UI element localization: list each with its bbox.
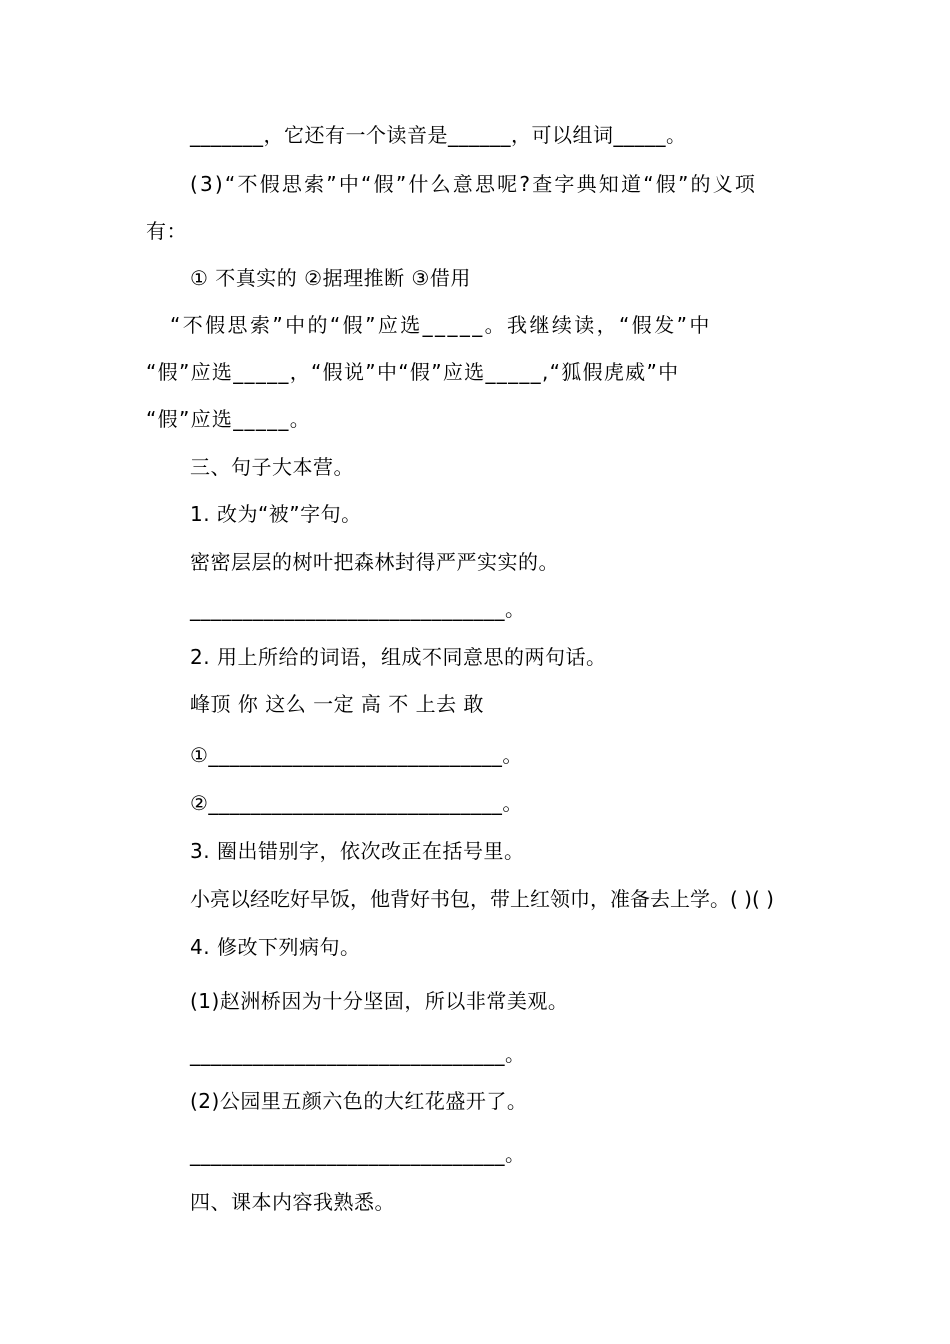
task-4-item-1: (1)赵洲桥因为十分坚固，所以非常美观。: [190, 989, 569, 1013]
task-4-title: 4. 修改下列病句。: [190, 935, 361, 959]
text-line-question-3: (3)“不假思索”中“假”什么意思呢?查字典知道“假”的义项: [190, 172, 758, 196]
task-2-answer-line-1: ①____________________________。: [190, 743, 523, 767]
task-1-sentence: 密密层层的树叶把森林封得严严实实的。: [190, 550, 559, 574]
text-line-choose-2: “假”应选_____，“假说”中“假”应选_____,“狐假虎威”中: [146, 360, 680, 384]
text-line-choose-1: “不假思索”中的“假”应选_____。我继续读，“假发”中: [170, 313, 712, 337]
text-line-pronunciation-blank: _______，它还有一个读音是______，可以组词_____。: [190, 123, 687, 147]
task-1-answer-line: ______________________________。: [190, 597, 526, 621]
text-line-choose-3: “假”应选_____。: [146, 407, 312, 431]
task-3-title: 3. 圈出错别字，依次改正在括号里。: [190, 839, 525, 863]
task-2-title: 2. 用上所给的词语，组成不同意思的两句话。: [190, 645, 607, 669]
task-4-answer-line-2: ______________________________。: [190, 1142, 526, 1166]
task-4-item-2: (2)公园里五颜六色的大红花盛开了。: [190, 1089, 528, 1113]
text-line-question-3-cont: 有：: [146, 219, 187, 243]
section-heading-sentences: 三、句子大本营。: [190, 455, 354, 479]
task-1-title: 1. 改为“被”字句。: [190, 502, 362, 526]
section-heading-textbook: 四、课本内容我熟悉。: [190, 1190, 395, 1214]
task-2-words: 峰顶 你 这么 一定 高 不 上去 敢: [190, 692, 485, 716]
task-2-answer-line-2: ②____________________________。: [190, 791, 523, 815]
task-3-sentence: 小亮以经吃好早饭，他背好书包，带上红领巾，准备去上学。( )( ): [190, 887, 774, 911]
text-line-definitions: ① 不真实的 ②据理推断 ③借用: [190, 266, 471, 290]
task-4-answer-line-1: ______________________________。: [190, 1042, 526, 1066]
